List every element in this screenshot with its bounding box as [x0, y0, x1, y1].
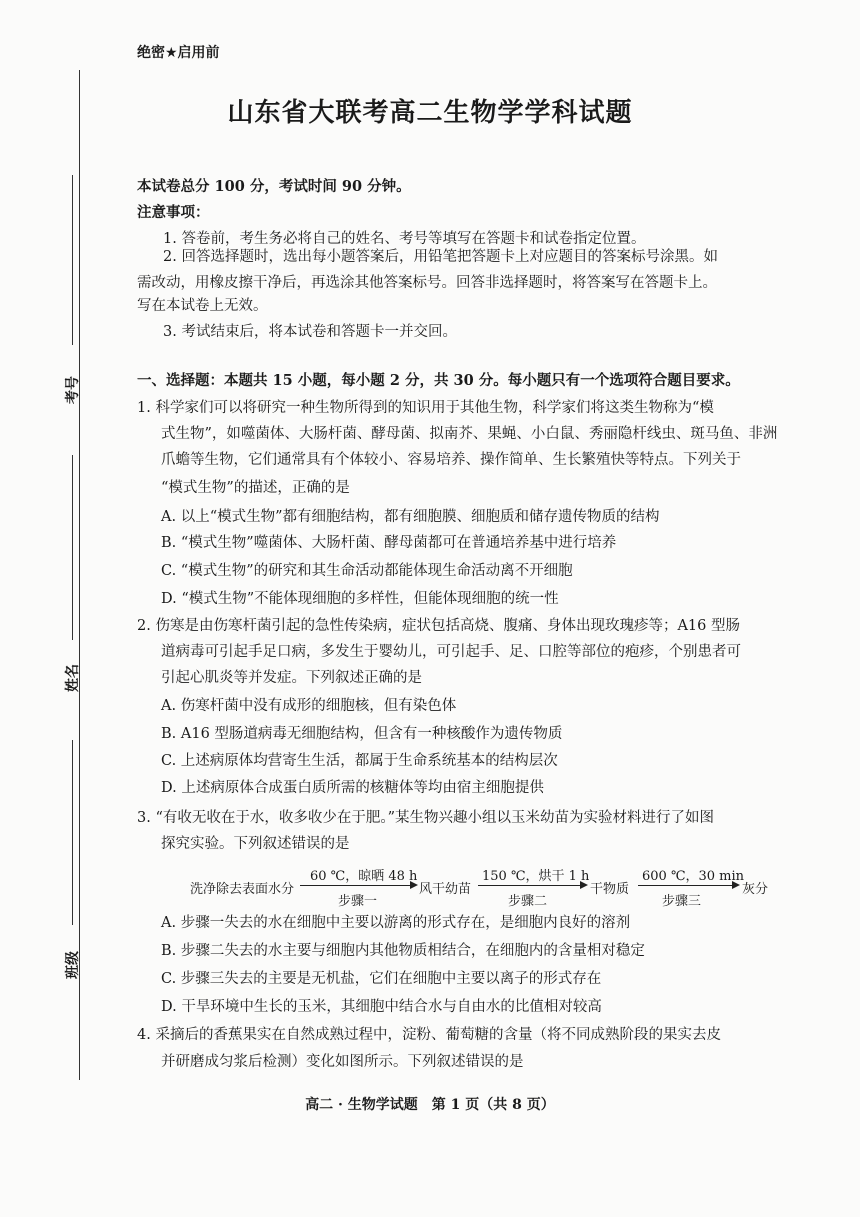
flow-step-1: 步骤一	[338, 894, 378, 909]
q3-option-d: D. 干旱环境中生长的玉米，其细胞中结合水与自由水的比值相对较高	[161, 999, 602, 1015]
flow-arrow-1	[300, 885, 412, 886]
flow-arrowhead-3	[732, 881, 740, 889]
q3-option-c: C. 步骤三失去的主要是无机盐，它们在细胞中主要以离子的形式存在	[161, 971, 602, 987]
flow-arrowhead-1	[410, 881, 418, 889]
q2-line1: 2. 伤寒是由伤寒杆菌引起的急性传染病，症状包括高烧、腹痛、身体出现玫瑰疹等；A16 型肠	[137, 618, 740, 634]
q2-line2: 道病毒可引起手足口病，多发生于婴幼儿，可引起手、足、口腔等部位的疱疹，个别患者可	[161, 644, 741, 660]
q2-option-d: D. 上述病原体合成蛋白质所需的核糖体等均由宿主细胞提供	[161, 780, 544, 796]
notice-1: 1. 答卷前，考生务必将自己的姓名、考号等填写在答题卡和试卷指定位置。	[163, 231, 646, 247]
notice-2a: 2. 回答选择题时，选出每小题答案后，用铅笔把答题卡上对应题目的答案标号涂黑。如	[163, 249, 718, 265]
binding-margin-rule	[79, 70, 80, 1080]
q2-option-b: B. A16 型肠道病毒无细胞结构，但含有一种核酸作为遗传物质	[161, 726, 563, 742]
flow-arrow-3	[638, 885, 734, 886]
q1-option-b: B. “模式生物”噬菌体、大肠杆菌、酵母菌都可在普通培养基中进行培养	[161, 535, 617, 551]
flow-cond-1: 60 ℃，晾晒 48 h	[310, 869, 418, 884]
notice-title: 注意事项：	[137, 204, 210, 221]
class-line	[72, 740, 73, 925]
flow-mid-1: 风干幼苗	[419, 882, 472, 897]
q2-line3: 引起心肌炎等并发症。下列叙述正确的是	[161, 670, 422, 686]
name-line	[72, 455, 73, 640]
q3-line2: 探究实验。下列叙述错误的是	[161, 836, 350, 852]
q1-line1: 1. 科学家们可以将研究一种生物所得到的知识用于其他生物，科学家们将这类生物称为“模	[137, 400, 714, 416]
q2-option-a: A. 伤寒杆菌中没有成形的细胞核，但有染色体	[161, 698, 457, 714]
q1-option-a: A. 以上“模式生物”都有细胞结构，都有细胞膜、细胞质和储存遗传物质的结构	[161, 509, 660, 525]
section-heading: 一、选择题：本题共 15 小题，每小题 2 分，共 30 分。每小题只有一个选项符合题目要求。	[137, 372, 740, 389]
q3-option-b: B. 步骤二失去的水主要与细胞内其他物质相结合，在细胞内的含量相对稳定	[161, 943, 645, 959]
q3-line1: 3. “有收无收在于水，收多收少在于肥。”某生物兴趣小组以玉米幼苗为实验材料进行了如图	[137, 810, 715, 826]
flow-start: 洗净除去表面水分	[190, 882, 295, 897]
flow-end: 灰分	[742, 882, 769, 897]
q3-option-a: A. 步骤一失去的水在细胞中主要以游离的形式存在，是细胞内良好的溶剂	[161, 915, 631, 931]
flow-arrow-2	[478, 885, 582, 886]
exam-title: 山东省大联考高二生物学学科试题	[227, 98, 633, 128]
page-footer: 高二 · 生物学试题 第 1 页（共 8 页）	[305, 1097, 555, 1113]
q1-option-c: C. “模式生物”的研究和其生命活动都能体现生命活动离不开细胞	[161, 563, 573, 579]
q1-line2: 式生物”，如噬菌体、大肠杆菌、酵母菌、拟南芥、果蝇、小白鼠、秀丽隐杆线虫、斑马鱼、非洲	[161, 426, 778, 442]
q2-option-c: C. 上述病原体均营寄生生活，都属于生命系统基本的结构层次	[161, 753, 558, 769]
flow-step-3: 步骤三	[662, 894, 702, 909]
notice-3: 3. 考试结束后，将本试卷和答题卡一并交回。	[163, 324, 457, 340]
total-info: 本试卷总分 100 分，考试时间 90 分钟。	[137, 178, 411, 195]
confidential-mark: 绝密★启用前	[137, 45, 220, 61]
q1-line3: 爪蟾等生物，它们通常具有个体较小、容易培养、操作简单、生长繁殖快等特点。下列关于	[161, 452, 741, 468]
q3-flow-diagram	[190, 865, 810, 913]
q4-line1: 4. 采摘后的香蕉果实在自然成熟过程中，淀粉、葡萄糖的含量（将不同成熟阶段的果实去皮	[137, 1027, 721, 1043]
flow-cond-3: 600 ℃，30 min	[642, 869, 745, 884]
flow-arrowhead-2	[580, 881, 588, 889]
q1-line4: “模式生物”的描述，正确的是	[161, 480, 350, 496]
exam-no-line	[72, 175, 73, 345]
flow-mid-2: 干物质	[590, 882, 630, 897]
class-label: 班级	[65, 951, 81, 979]
q1-option-d: D. “模式生物”不能体现细胞的多样性，但能体现细胞的统一性	[161, 591, 559, 607]
exam-no-label: 考号	[65, 376, 81, 404]
notice-2c: 写在本试卷上无效。	[137, 298, 268, 314]
flow-step-2: 步骤二	[508, 894, 548, 909]
name-label: 姓名	[65, 664, 81, 692]
notice-2b: 需改动，用橡皮擦干净后，再选涂其他答案标号。回答非选择题时，将答案写在答题卡上。	[137, 275, 717, 291]
flow-cond-2: 150 ℃，烘干 1 h	[482, 869, 590, 884]
q4-line2: 并研磨成匀浆后检测）变化如图所示。下列叙述错误的是	[161, 1054, 524, 1070]
